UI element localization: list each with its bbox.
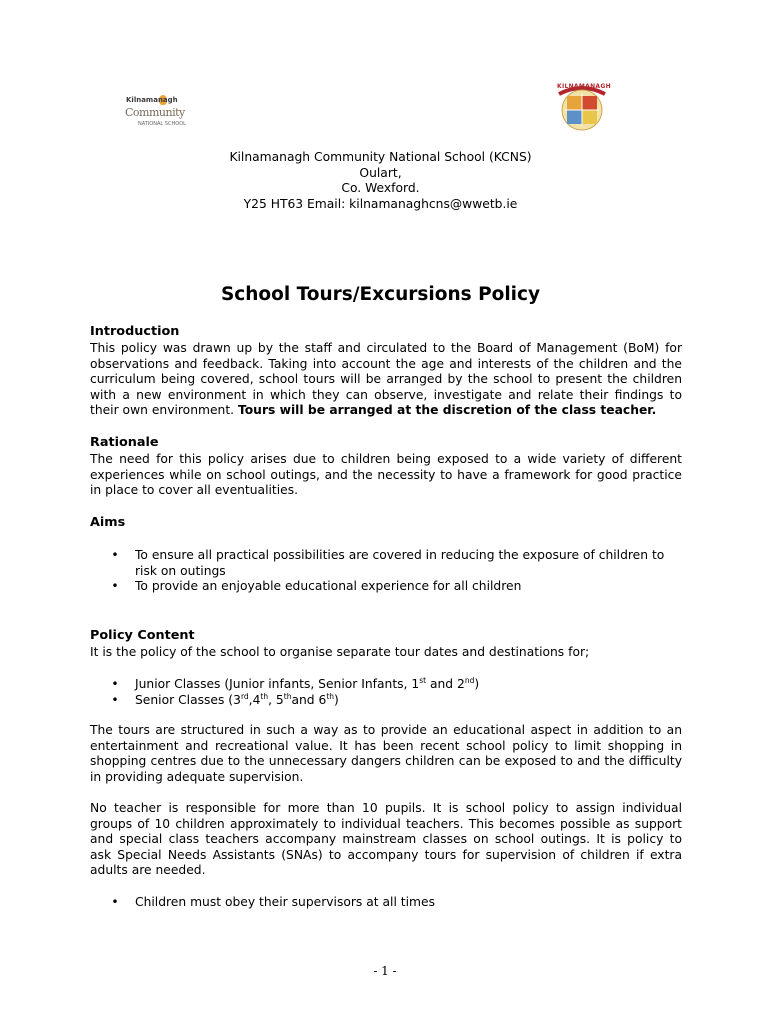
- heading-policy-content: Policy Content: [90, 628, 195, 643]
- intro-line: [90, 403, 682, 419]
- intro-line: This policy was drawn up by the staff and circulated to the Board of Management (BoM) for: [90, 341, 682, 355]
- rationale-line: experiences while on school outings, and the necessity to have a framework for good practice: [90, 467, 682, 482]
- list-item: [110, 693, 690, 709]
- intro-line: with a new environment in which they can observe, investigate and relate their findings to: [90, 387, 682, 402]
- aims-list: [110, 548, 690, 595]
- aim-text: To provide an enjoyable educational experience for all children: [135, 579, 522, 594]
- crest-text: KILNAMANAGH: [557, 83, 611, 90]
- intro-line: curriculum being covered, school tours will be arranged by the school to present the children: [90, 372, 682, 387]
- school-crest-logo: [553, 80, 611, 132]
- para-line: adults are needed.: [90, 863, 206, 878]
- supervision-list: [110, 895, 690, 911]
- introduction-paragraph: [90, 341, 682, 419]
- school-address: [90, 150, 671, 212]
- aim-text: To ensure all practical possibilities are covered in reducing the exposure of children to: [135, 548, 665, 562]
- policy-intro-line: It is the policy of the school to organise separate tour dates and destinations for;: [90, 645, 590, 659]
- para-line: ask Special Needs Assistants (SNAs) to accompany tours for supervision of children if extra: [90, 847, 682, 862]
- para-line: entertainment and recreational value. It has been recent school policy to limit shopping in: [90, 738, 682, 753]
- list-item: [110, 548, 690, 579]
- bullet-icon: •: [111, 677, 119, 691]
- address-line-1: Kilnamanagh Community National School (KCNS): [229, 150, 532, 164]
- senior-classes-text: Senior Classes (3rd,4th, 5thand 6th): [135, 691, 339, 707]
- bullet-icon: •: [111, 548, 119, 562]
- para-line: and special class teachers accompany mainstream classes on school outings. It is policy to: [90, 832, 682, 847]
- intro-line: observations and feedback. Taking into account the age and interests of the children and the: [90, 356, 682, 371]
- school-logo-left: [122, 92, 186, 132]
- rationale-paragraph: [90, 452, 682, 499]
- para-line: shopping centres due to the unnecessary dangers children can be exposed to and the difficulty: [90, 754, 682, 769]
- logo-left-line1: Kilnamanagh: [126, 96, 178, 104]
- address-line-3: Co. Wexford.: [341, 181, 420, 195]
- heading-introduction: Introduction: [90, 324, 180, 339]
- logo-left-line3: NATIONAL SCHOOL: [138, 121, 186, 127]
- policy-title: School Tours/Excursions Policy: [220, 284, 541, 305]
- bullet-icon: •: [111, 579, 119, 594]
- para-line: groups of 10 children approximately to individual teachers. This becomes possible as support: [90, 816, 682, 831]
- list-item: [110, 895, 690, 911]
- policy-intro: [90, 645, 682, 661]
- bullet-icon: •: [111, 895, 119, 909]
- para-line: The tours are structured in such a way as to provide an educational aspect in addition to an: [90, 723, 682, 737]
- heading-aims: Aims: [90, 515, 126, 530]
- intro-last-bold: Tours will be arranged at the discretion of the class teacher.: [237, 403, 657, 418]
- junior-classes-text: Junior Classes (Junior infants, Senior Infants, 1st and 2nd): [135, 676, 480, 691]
- classes-list: [110, 677, 690, 708]
- address-line-4: Y25 HT63 Email: kilnamanaghcns@wwetb.ie: [243, 196, 518, 211]
- policy-paragraph-2: [90, 801, 682, 879]
- supervision-text: Children must obey their supervisors at all times: [135, 895, 435, 909]
- list-item: [110, 579, 690, 595]
- intro-last-plain: their own environment.: [90, 403, 238, 418]
- para-line: in providing adequate supervision.: [90, 769, 304, 784]
- policy-paragraph-1: [90, 723, 682, 785]
- heading-rationale: Rationale: [90, 435, 159, 450]
- logo-left-line2: Community: [125, 106, 185, 119]
- para-line: No teacher is responsible for more than 10 pupils. It is school policy to assign individual: [90, 801, 682, 815]
- rationale-line: The need for this policy arises due to children being exposed to a wide variety of different: [90, 452, 682, 466]
- bullet-icon: •: [111, 692, 119, 707]
- aim-text: risk on outings: [135, 563, 226, 578]
- address-line-2: Oulart,: [359, 165, 402, 180]
- page-number: - 1 -: [373, 964, 397, 978]
- list-item: [110, 677, 690, 693]
- rationale-line: in place to cover all eventualities.: [90, 483, 299, 498]
